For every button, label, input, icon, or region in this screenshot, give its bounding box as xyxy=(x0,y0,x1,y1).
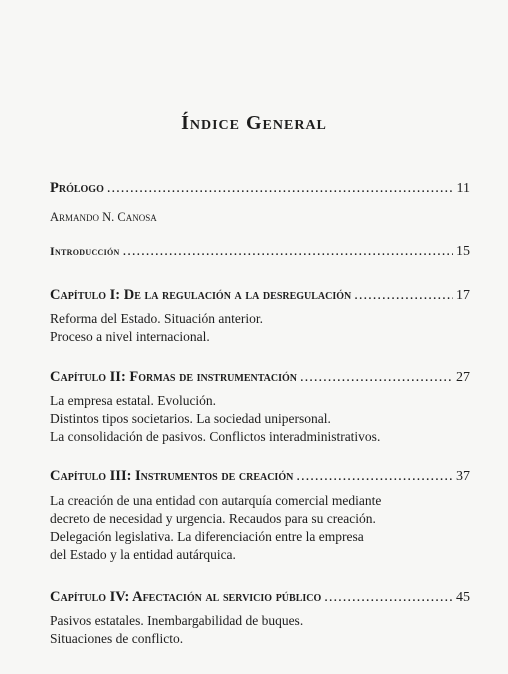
toc-page-number: 27 xyxy=(456,370,470,385)
description-line: Delegación legislativa. La diferenciación entre la empresa xyxy=(50,529,364,544)
toc-entry-capitulo-2 xyxy=(50,369,470,386)
description-line: La consolidación de pasivos. Conflictos interadministrativos. xyxy=(50,429,381,444)
toc-entry-description xyxy=(50,310,480,346)
dot-leader xyxy=(300,369,453,386)
toc-page-number: 37 xyxy=(456,469,470,484)
toc-entry-label: Capítulo IV: Afectación al servicio público xyxy=(50,589,322,605)
dot-leader xyxy=(123,243,453,260)
dot-leader xyxy=(107,180,454,197)
toc-entry-description xyxy=(50,612,480,648)
toc-page-number: 11 xyxy=(456,181,470,196)
description-line: Proceso a nivel internacional. xyxy=(50,329,210,344)
toc-page-number: 17 xyxy=(456,288,470,303)
toc-entry-label: Introducción xyxy=(50,244,120,258)
description-line: del Estado y la entidad autárquica. xyxy=(50,547,236,562)
toc-entry-description xyxy=(50,492,480,564)
toc-entry-capitulo-3 xyxy=(50,468,470,485)
toc-page-number: 15 xyxy=(456,244,470,259)
toc-author: Armando N. Canosa xyxy=(50,210,157,224)
dot-leader xyxy=(354,287,453,304)
description-line: Pasivos estatales. Inembargabilidad de buques. xyxy=(50,613,304,628)
description-line: Situaciones de conflicto. xyxy=(50,631,184,646)
toc-page-number: 45 xyxy=(456,590,470,605)
toc-entry-capitulo-1 xyxy=(50,287,470,304)
dot-leader xyxy=(296,468,453,485)
dot-leader xyxy=(324,589,453,606)
toc-entry-capitulo-4 xyxy=(50,589,470,606)
description-line: decreto de necesidad y urgencia. Recaudos para su creación. xyxy=(50,511,376,526)
toc-entry-description xyxy=(50,392,480,446)
description-line: La empresa estatal. Evolución. xyxy=(50,393,217,408)
toc-entry-label: Capítulo III: Instrumentos de creación xyxy=(50,468,294,484)
description-line: Distintos tipos societarios. La sociedad unipersonal. xyxy=(50,411,331,426)
description-line: La creación de una entidad con autarquía comercial mediante xyxy=(50,493,382,508)
toc-entry-label: Prólogo xyxy=(50,180,104,196)
toc-entry-label: Capítulo II: Formas de instrumentación xyxy=(50,369,297,385)
toc-entry-label: Capítulo I: De la regulación a la desregulación xyxy=(50,287,352,303)
toc-entry-introduccion xyxy=(50,243,470,260)
description-line: Reforma del Estado. Situación anterior. xyxy=(50,311,263,326)
page-title: Índice General xyxy=(181,112,327,134)
toc-entry-prologo xyxy=(50,180,470,197)
